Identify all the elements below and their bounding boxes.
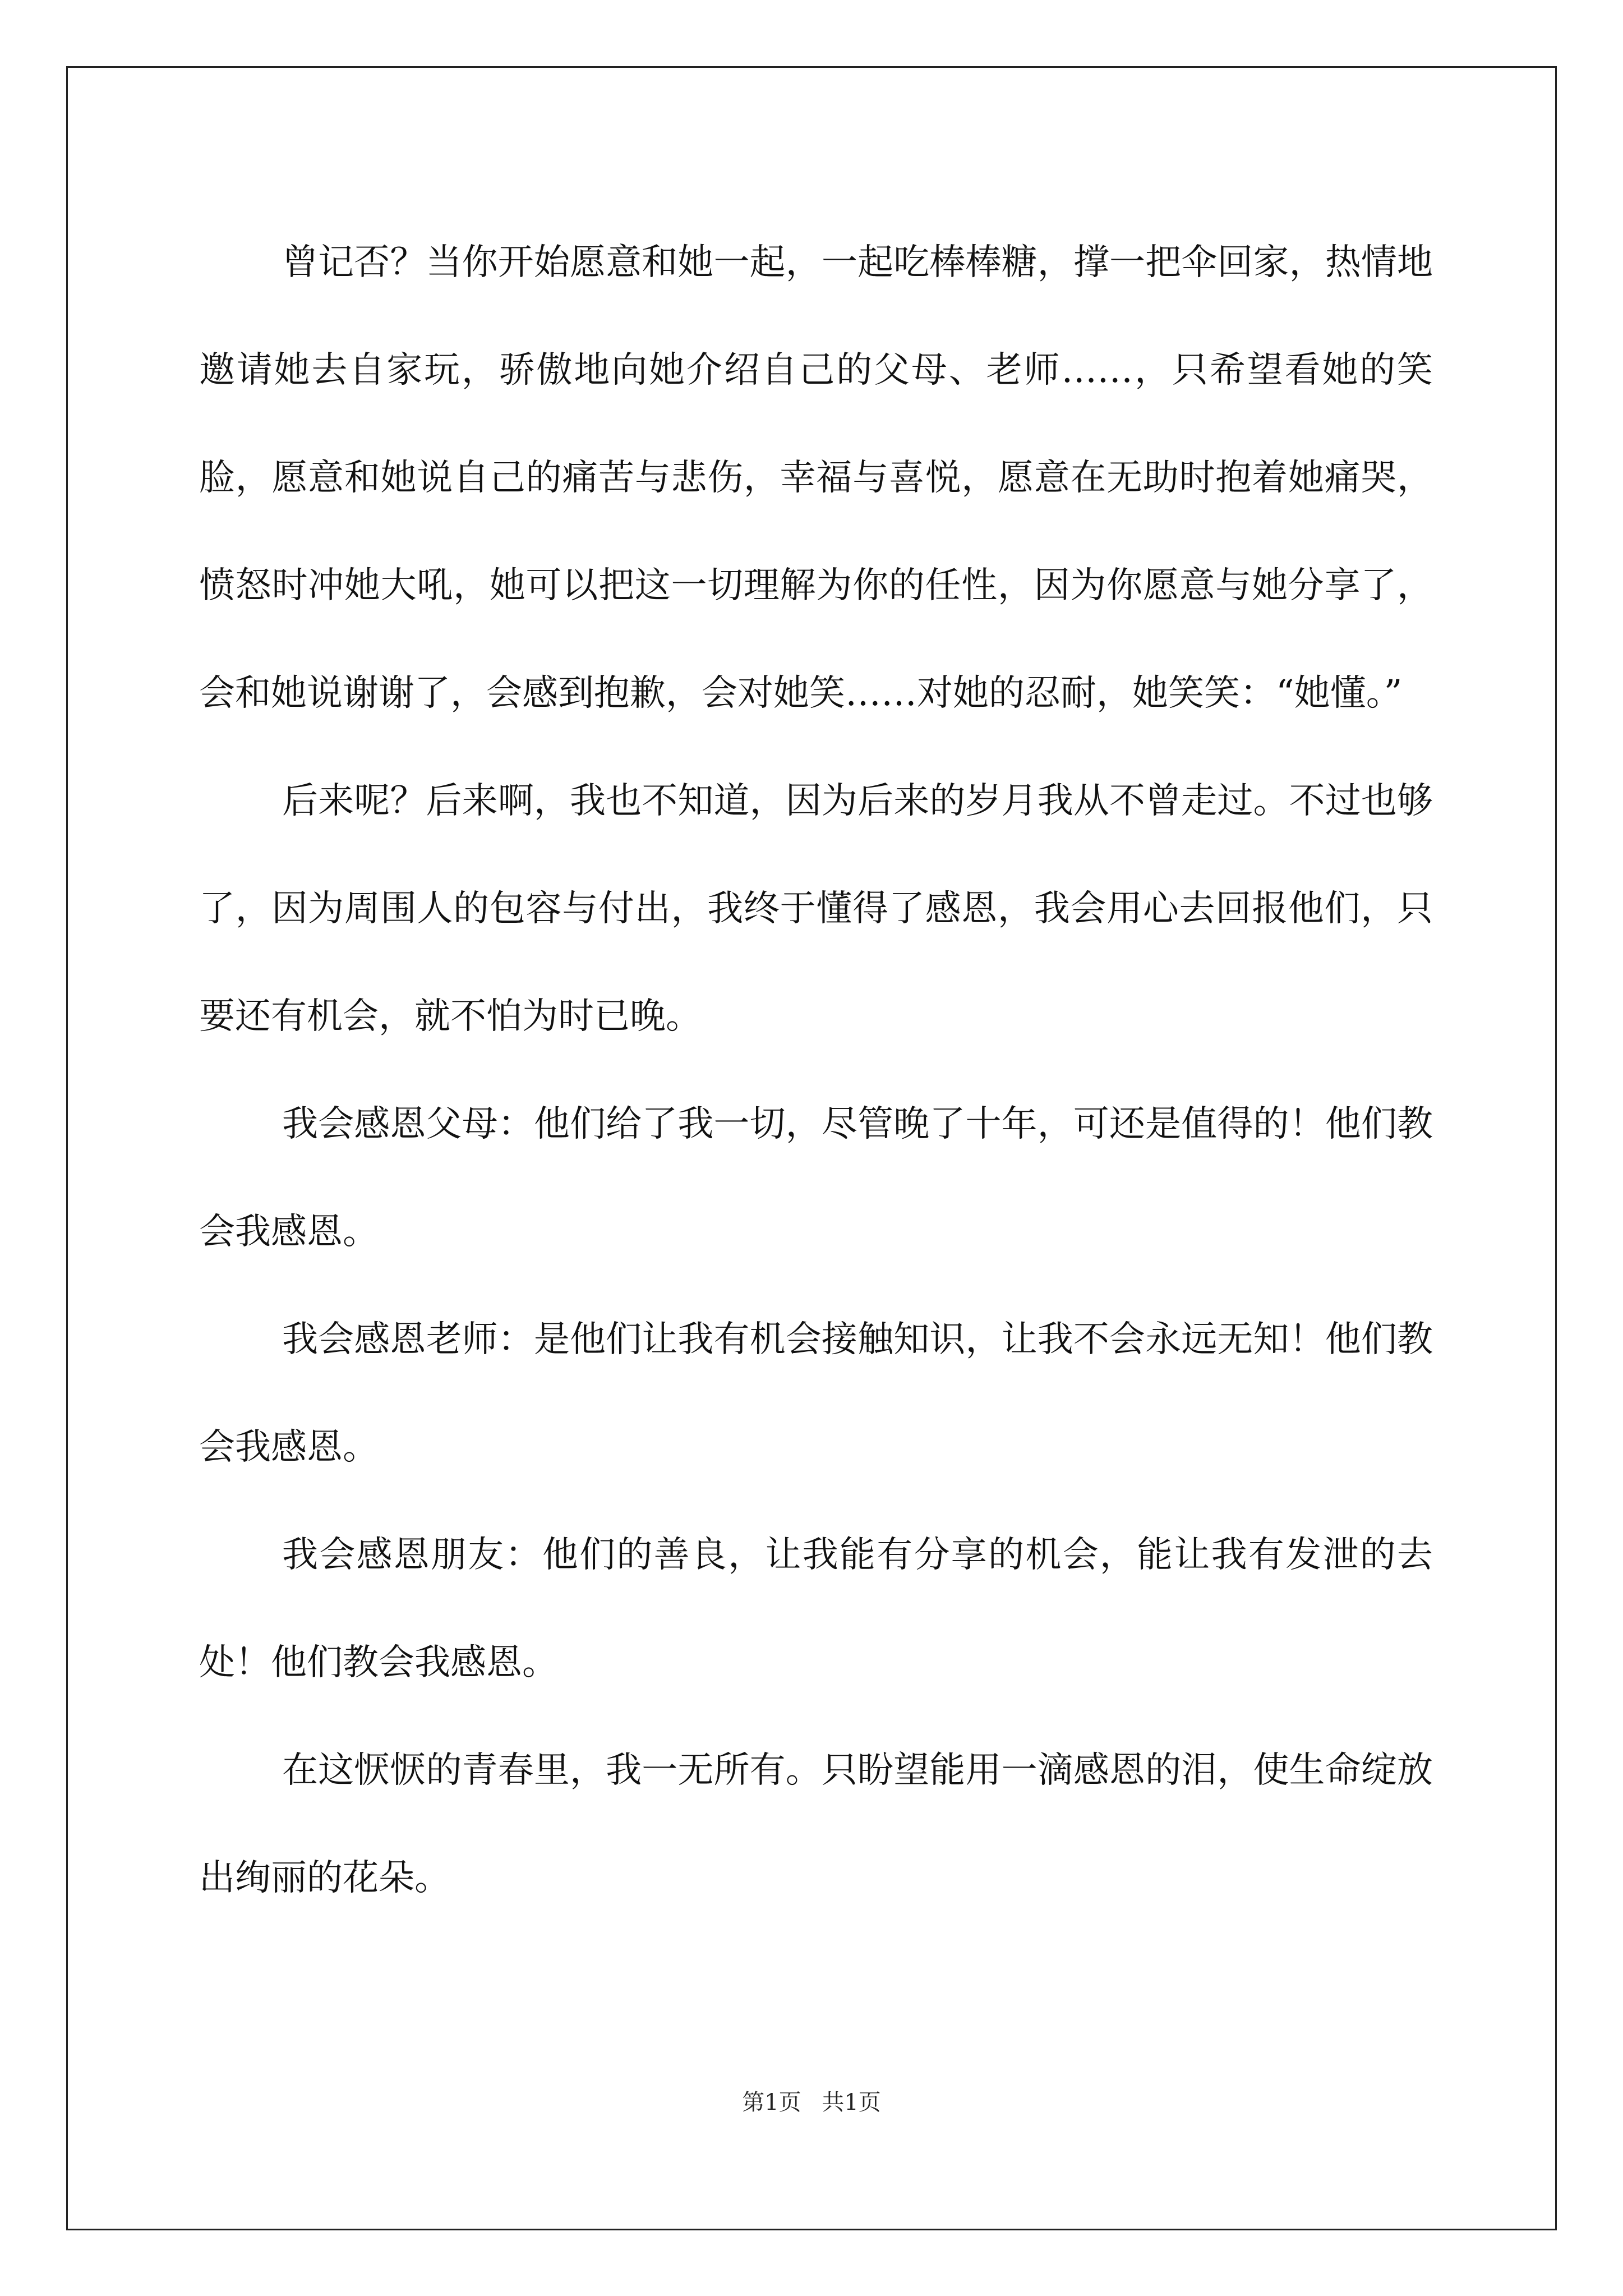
document-body <box>199 209 1433 1932</box>
page-total: 共1页 <box>822 2090 881 2115</box>
paragraph-4: 我会感恩老师：是他们让我有机会接触知识，让我不会永远无知！他们教会我感恩。 <box>199 1319 1433 1468</box>
page-footer <box>0 2086 1623 2119</box>
paragraph-5: 我会感恩朋友：他们的善良，让我能有分享的机会，能让我有发泄的去处！他们教会我感恩。 <box>199 1534 1433 1683</box>
paragraph-6: 在这恹恹的青春里，我一无所有。只盼望能用一滴感恩的泪，使生命绽放出绚丽的花朵。 <box>199 1750 1433 1899</box>
paragraph-3: 我会感恩父母：他们给了我一切，尽管晚了十年，可还是值得的！他们教会我感恩。 <box>199 1103 1433 1253</box>
paragraph-1: 曾记否？当你开始愿意和她一起，一起吃棒棒糖，撑一把伞回家，热情地邀请她去自家玩，骄傲地向她介绍自己的父母、老师……，只希望看她的笑脸，愿意和她说自己的痛苦与悲伤，幸福与喜悦，愿意在无助时抱着她痛哭，愤怒时冲她大吼，她可以把这一切理解为你的任性，因为你愿意与她分享了，会和她说谢谢了，会感到抱歉，会对她笑……对她的忍耐，她笑笑：“她懂。” <box>199 242 1433 714</box>
paragraph-2: 后来呢？后来啊，我也不知道，因为后来的岁月我从不曾走过。不过也够了，因为周围人的包容与付出，我终于懂得了感恩，我会用心去回报他们，只要还有机会，就不怕为时已晚。 <box>199 780 1433 1037</box>
page-number: 第1页 <box>742 2090 801 2115</box>
